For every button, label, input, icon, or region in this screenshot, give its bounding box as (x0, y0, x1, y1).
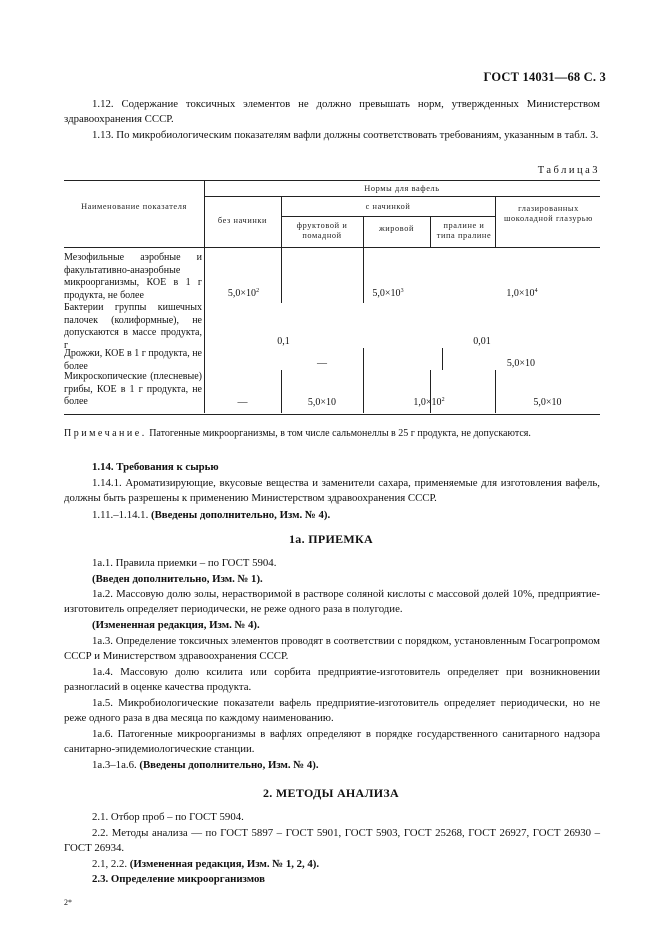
table-top-rule (64, 180, 600, 181)
header-no-filling: без начинки (217, 216, 268, 225)
paragraph-1a-2: 1а.2. Массовую долю золы, нерастворимой в растворе соляной кислоты с массовой долей 10%, предприятие-изготовитель определяет периодически, не реже одного раза в полугодие. (64, 588, 600, 616)
paragraph-1a-1: 1а.1. Правила приемки – по ГОСТ 5904. (92, 557, 277, 569)
paragraph-2-1-2-2: 2.1, 2.2. (Измененная редакция, Изм. № 1, 2, 4). (92, 858, 320, 870)
page-header: ГОСТ 14031—68 С. 3 (483, 70, 606, 84)
cell-value: 0,1 (277, 336, 290, 347)
heading-1-14: 1.14. Требования к сырью (92, 461, 219, 473)
cell-value: 0,01 (473, 336, 491, 347)
section-title-1a: 1а. ПРИЕМКА (289, 532, 373, 546)
row-label-yeast: Дрожжи, КОЕ в 1 г продукта, не более (64, 348, 202, 372)
cell-value: 5,0×10 (533, 397, 562, 408)
row-label-mesophilic: Мезофильные аэробные и факультативно-анаэробные микроорганизмы, КОЕ в 1 г продукта, не более (64, 252, 202, 302)
paragraph-1a-6: 1а.6. Патогенные микроорганизмы в вафлях определяют в порядке государственного санитарного надзора санитарно-эпидемиологические станции. (64, 728, 600, 756)
table-note (64, 426, 600, 441)
filling-rule (281, 216, 495, 217)
paragraph-1-14-1: 1.14.1. Ароматизирующие, вкусовые вещества и заменители сахара, применяемые для изготовления вафель, должны быть разрешены к применению Министерством здравоохранения СССР. (64, 477, 600, 505)
header-norms: Нормы для вафель (364, 184, 440, 193)
table-caption: Таблица3 (537, 165, 600, 176)
paragraph-1-13: 1.13. По микробиологическим показателям вафли должны соответствовать требованиям, указанным в табл. 3. (92, 129, 599, 141)
cell-value: — (317, 358, 327, 369)
header-glazed: глазированных шоколадной глазурью (504, 204, 593, 223)
paragraph-1a-5: 1а.5. Микробиологические показатели вафель предприятие-изготовитель определяет периодически, но не реже одного раза в два месяца по каждому наименованию. (64, 697, 600, 725)
paragraph-2-2: 2.2. Методы анализа — по ГОСТ 5897 – ГОСТ 5901, ГОСТ 5903, ГОСТ 25268, ГОСТ 26927, ГОСТ 26930 – ГОСТ 26934. (64, 827, 600, 855)
body-vline (204, 247, 205, 413)
cell-value: — (237, 397, 248, 408)
paragraph-1a-1-note: (Введен дополнительно, Изм. № 1). (92, 573, 263, 585)
header-vline (430, 216, 431, 247)
paragraph-1a-3-1a-6: 1а.3–1а.6. (Введены дополнительно, Изм. № 4). (92, 759, 319, 771)
norms-rule (204, 196, 600, 197)
paragraph-2-1: 2.1. Отбор проб – по ГОСТ 5904. (92, 811, 244, 823)
table-bottom-rule (64, 414, 600, 415)
row-label-coliform: Бактерии группы кишечных палочек (колиформные), не допускаются в массе продукта, г (64, 302, 202, 352)
header-vline (495, 196, 496, 247)
cell-value: 5,0×10 (506, 358, 536, 369)
note-text: Патогенные микроорганизмы, в том числе сальмонеллы в 25 г продукта, не допускаются. (146, 428, 531, 439)
cell-value: $5,0\times 10^3$ (372, 288, 404, 299)
note-label: Примечание. (64, 428, 147, 439)
cell-value: 5,0×10 (307, 397, 337, 408)
row-label-mold: Микроскопические (плесневые) грибы, КОЕ в 1 г продукта, не более (64, 371, 202, 408)
header-indicator: Наименование показателя (81, 202, 187, 211)
paragraph-1a-2-note: (Измененная редакция, Изм. № 4). (92, 619, 260, 631)
section-title-2: 2. МЕТОДЫ АНАЛИЗА (263, 786, 399, 800)
paragraph-1a-4: 1а.4. Массовую долю ксилита или сорбита предприятие-изготовитель определяет при возникновении разногласий в оценке качества продукта. (64, 666, 600, 694)
microbiology-table (64, 180, 600, 416)
cell-value: $1,0\times 10^4$ (506, 288, 538, 299)
cell-value: $5,0\times 10^2$ (227, 288, 260, 299)
paragraph-1-12: 1.12. Содержание токсичных элементов не должно превышать норм, утвержденных Министерством здравоохранения СССР. (64, 98, 600, 126)
paragraph-2-3: 2.3. Определение микроорганизмов (92, 873, 265, 885)
header-with-filling: с начинкой (365, 202, 411, 211)
header-fruit: фруктовой и помадной (296, 221, 348, 240)
cell-value: $1,0\times 10^2$ (413, 397, 445, 408)
header-praline: пралине и типа пралине (436, 221, 492, 240)
header-bottom-rule (64, 247, 600, 248)
footer-mark: 2* (64, 898, 72, 907)
paragraph-1a-3: 1а.3. Определение токсичных элементов проводят в соответствии с порядком, установленным Госагропромом СССР и Министерством здравоохранения СССР. (64, 635, 600, 663)
header-fat: жировой (378, 224, 415, 233)
paragraph-1-11-1-14-1: 1.11.–1.14.1. (Введены дополнительно, Изм. № 4). (92, 509, 331, 521)
